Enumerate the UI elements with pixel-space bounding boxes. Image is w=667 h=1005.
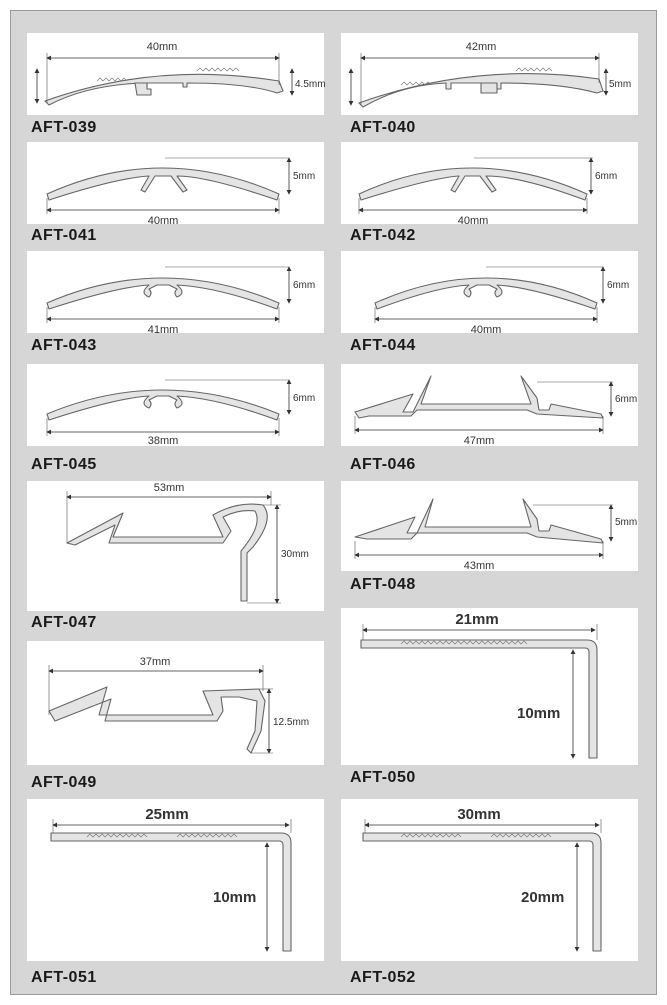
aft-041-code: AFT-041 <box>31 227 97 244</box>
profile-aft-040-drawing <box>341 33 638 115</box>
aft-045-height-label: 6mm <box>293 393 316 404</box>
profile-aft-045-drawing <box>27 364 324 446</box>
panel-aft-049 <box>27 641 324 765</box>
aft-048-code: AFT-048 <box>350 576 416 593</box>
profile-aft-042-shape <box>359 168 587 200</box>
aft-043-code: AFT-043 <box>31 337 97 354</box>
panel-aft-045 <box>27 364 324 446</box>
aft-039-height-label: 4.5mm <box>295 79 326 90</box>
aft-044-code: AFT-044 <box>350 337 416 354</box>
aft-039-width-label: 40mm <box>146 41 178 53</box>
aft-044-width-label: 40mm <box>470 324 502 336</box>
aft-043-width-label: 41mm <box>147 324 179 336</box>
profile-aft-050-shape <box>361 640 597 758</box>
aft-049-code: AFT-049 <box>31 774 97 791</box>
aft-051-height-label: 10mm <box>213 889 257 906</box>
panel-aft-044 <box>341 251 638 336</box>
aft-052-width-label: 30mm <box>457 806 501 823</box>
profile-aft-049-drawing <box>27 641 324 765</box>
profile-aft-052-shape <box>363 833 601 951</box>
panel-aft-048 <box>341 481 638 571</box>
profile-aft-049-shape <box>49 687 265 753</box>
aft-044-height-label: 6mm <box>607 280 630 291</box>
aft-040-code: AFT-040 <box>350 119 416 136</box>
panel-aft-041 <box>27 142 324 227</box>
profile-aft-042-drawing <box>341 142 638 227</box>
profile-aft-044-drawing <box>341 251 638 336</box>
profile-aft-041-drawing <box>27 142 324 227</box>
aft-048-width-label: 43mm <box>463 560 495 572</box>
panel-aft-046 <box>341 364 638 446</box>
aft-051-width-label: 25mm <box>145 806 189 823</box>
aft-040-height-label: 5mm <box>609 79 632 90</box>
panel-aft-052 <box>341 799 638 961</box>
profile-aft-045-shape <box>47 390 279 420</box>
profile-aft-041-shape <box>47 168 279 200</box>
aft-042-code: AFT-042 <box>350 227 416 244</box>
aft-043-height-label: 6mm <box>293 280 316 291</box>
profile-aft-048-shape <box>355 499 603 543</box>
aft-047-width-label: 53mm <box>153 482 185 494</box>
panel-aft-043 <box>27 251 324 336</box>
profile-aft-043-shape <box>47 278 279 309</box>
aft-041-width-label: 40mm <box>147 215 179 227</box>
panel-aft-050 <box>341 608 638 765</box>
aft-048-height-label: 5mm <box>615 517 638 528</box>
profile-aft-048-drawing <box>341 481 638 571</box>
aft-046-height-label: 6mm <box>615 394 638 405</box>
aft-049-height-label: 12.5mm <box>273 717 310 728</box>
aft-039-code: AFT-039 <box>31 119 97 136</box>
profile-aft-044-shape <box>375 278 597 309</box>
panel-aft-042 <box>341 142 638 227</box>
profile-aft-039-shape <box>45 74 283 105</box>
panel-aft-040 <box>341 33 638 115</box>
profile-aft-052-drawing <box>341 799 638 961</box>
aft-045-width-label: 38mm <box>147 435 179 447</box>
profile-aft-043-drawing <box>27 251 324 336</box>
aft-052-height-label: 20mm <box>521 889 565 906</box>
profile-aft-051-drawing <box>27 799 324 961</box>
panel-aft-051 <box>27 799 324 961</box>
profile-aft-047-drawing <box>27 481 324 611</box>
aft-049-width-label: 37mm <box>139 656 171 668</box>
aft-052-code: AFT-052 <box>350 969 416 986</box>
profile-aft-039-drawing <box>27 33 324 115</box>
profile-aft-046-drawing <box>341 364 638 446</box>
panel-aft-039 <box>27 33 324 115</box>
aft-050-height-label: 10mm <box>517 705 561 722</box>
aft-046-width-label: 47mm <box>463 435 495 447</box>
aft-047-code: AFT-047 <box>31 614 97 631</box>
aft-047-height-label: 30mm <box>281 549 309 560</box>
aft-040-width-label: 42mm <box>465 41 497 53</box>
panel-aft-047 <box>27 481 324 611</box>
aft-041-height-label: 5mm <box>293 171 316 182</box>
aft-051-code: AFT-051 <box>31 969 97 986</box>
aft-050-width-label: 21mm <box>455 611 499 628</box>
aft-050-code: AFT-050 <box>350 769 416 786</box>
aft-046-code: AFT-046 <box>350 456 416 473</box>
aft-045-code: AFT-045 <box>31 456 97 473</box>
aft-042-height-label: 6mm <box>595 171 618 182</box>
profile-aft-050-drawing <box>341 608 638 765</box>
catalog-sheet <box>10 10 657 995</box>
profile-aft-047-shape <box>67 504 267 601</box>
aft-042-width-label: 40mm <box>457 215 489 227</box>
